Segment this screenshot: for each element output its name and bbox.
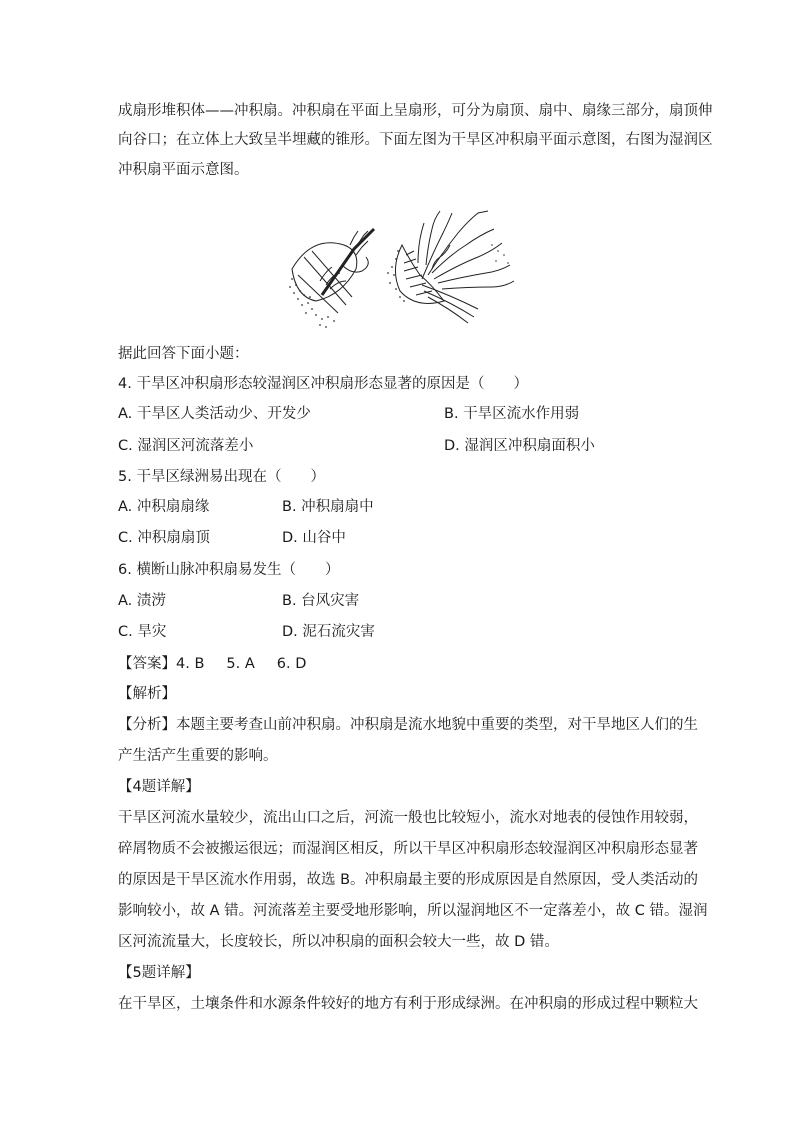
analysis-line-1 (118, 715, 698, 735)
detail-5-header: 【5题详解】 (118, 965, 200, 981)
question-prompt: 据此回答下面小题： (118, 346, 249, 362)
answer-line (118, 654, 306, 674)
answer-item-5: 5. A (226, 656, 255, 672)
detail-4-header: 【4题详解】 (118, 779, 200, 795)
question-5-option-d: D. 山谷中 (282, 530, 346, 546)
detail-4-line-3: 的原因是干旱区流水作用弱，故选 B。冲积扇最主要的形成原因是自然原因，受人类活动的 (118, 872, 699, 888)
question-6-option-a: A. 渍涝 (118, 593, 166, 609)
arid-alluvial-fan-sketch-icon (289, 229, 374, 328)
question-4-option-c: C. 湿润区河流落差小 (118, 438, 254, 454)
question-5-stem: 5. 干旱区绿洲易出现在（ ） (118, 469, 325, 485)
question-5-option-a: A. 冲积扇扇缘 (118, 499, 210, 515)
question-4-option-a: A. 干旱区人类活动少、开发少 (118, 406, 311, 422)
humid-alluvial-fan-sketch-icon (387, 211, 514, 323)
analysis-label: 【分析】 (118, 717, 176, 733)
detail-4-line-1: 干旱区河流水量较少，流出山口之后，河流一般也比较短小，流水对地表的侵蚀作用较弱， (118, 810, 698, 826)
intro-line-2: 向谷口；在立体上大致呈半埋藏的锥形。下面左图为干旱区冲积扇平面示意图，右图为湿润区 (118, 132, 713, 148)
question-6-option-d: D. 泥石流灾害 (282, 624, 375, 640)
alluvial-fan-figure (282, 205, 522, 333)
detail-4-line-2: 碎屑物质不会被搬运很远；而湿润区相反，所以干旱区冲积扇形态较湿润区冲积扇形态显著 (118, 841, 698, 857)
question-4-stem: 4. 干旱区冲积扇形态较湿润区冲积扇形态显著的原因是（ ） (118, 376, 528, 392)
question-5-option-c: C. 冲积扇扇顶 (118, 530, 210, 546)
answer-item-6: 6. D (276, 656, 307, 672)
analysis-header: 【解析】 (118, 686, 176, 702)
question-4-option-d: D. 湿润区冲积扇面积小 (444, 438, 595, 454)
question-6-stem: 6. 横断山脉冲积扇易发生（ ） (118, 562, 340, 578)
analysis-text-1: 本题主要考查山前冲积扇。冲积扇是流水地貌中重要的类型，对干旱地区人们的生 (176, 717, 698, 733)
question-4-option-b: B. 干旱区流水作用弱 (444, 406, 580, 422)
answer-item-4: 4. B (176, 656, 205, 672)
detail-4-line-4: 影响较小，故 A 错。河流落差主要受地形影响，所以湿润地区不一定落差小，故 C 错。湿润 (118, 903, 708, 919)
detail-4-line-5: 区河流流量大，长度较长，所以冲积扇的面积会较大一些，故 D 错。 (118, 934, 559, 950)
question-6-option-b: B. 台风灾害 (282, 593, 360, 609)
analysis-line-2: 产生活产生重要的影响。 (118, 748, 278, 764)
intro-line-3: 冲积扇平面示意图。 (118, 162, 249, 178)
answer-label: 【答案】 (118, 656, 176, 672)
intro-line-1: 成扇形堆积体——冲积扇。冲积扇在平面上呈扇形，可分为扇顶、扇中、扇缘三部分，扇顶伸 (118, 103, 713, 119)
detail-5-line-1: 在干旱区，土壤条件和水源条件较好的地方有利于形成绿洲。在冲积扇的形成过程中颗粒大 (118, 996, 698, 1012)
question-6-option-c: C. 旱灾 (118, 624, 167, 640)
question-5-option-b: B. 冲积扇扇中 (282, 499, 374, 515)
